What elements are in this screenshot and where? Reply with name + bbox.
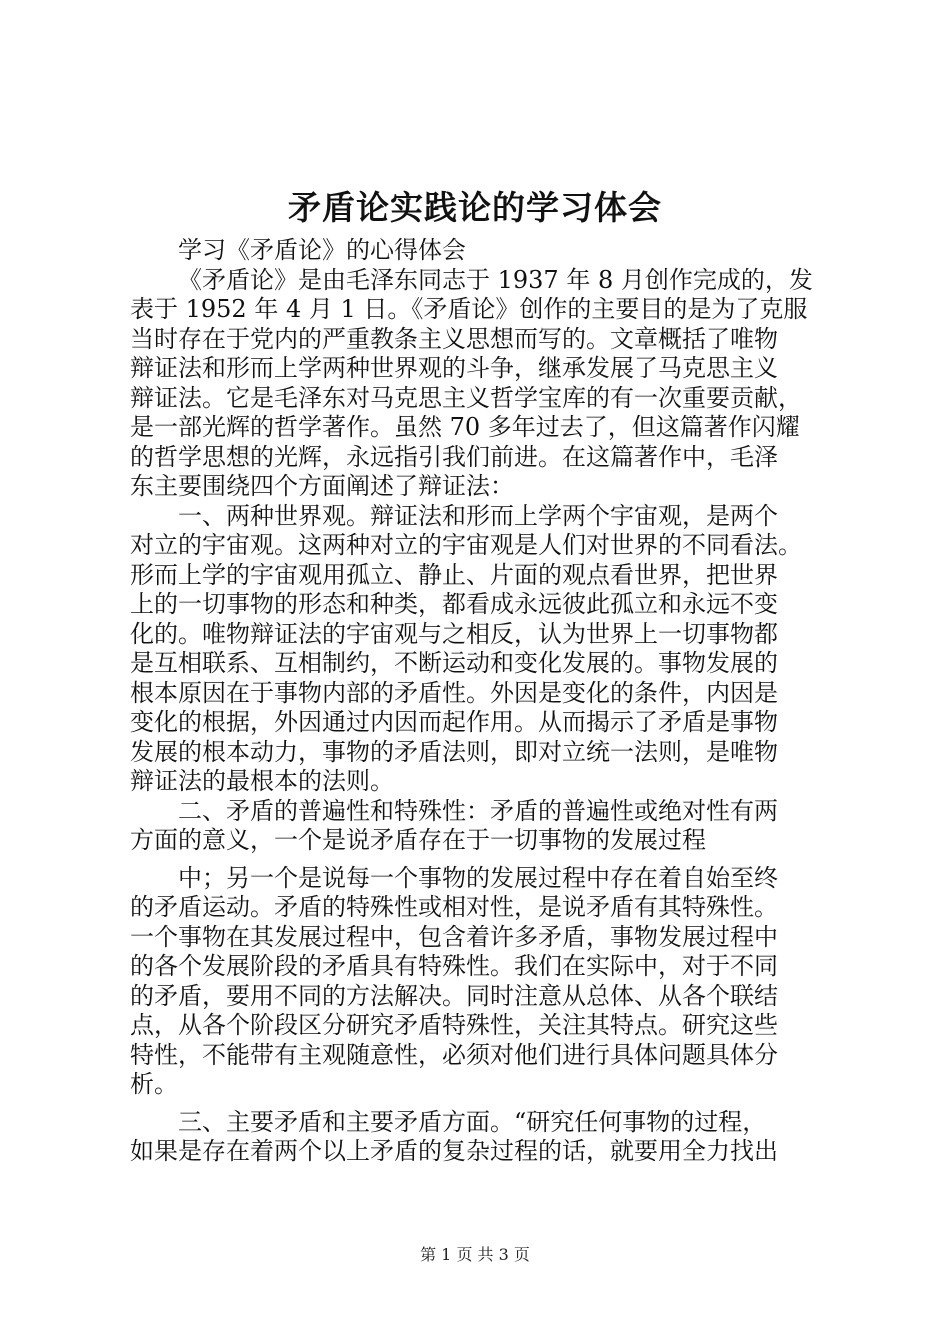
text-line: 三、主要矛盾和主要矛盾方面。“研究任何事物的过程， (178, 1107, 767, 1136)
text-line: 的哲学思想的光辉，永远指引我们前进。在这篇著作中，毛泽 (130, 442, 778, 471)
text-line: 点，从各个阶段区分研究矛盾特殊性，关注其特点。研究这些 (130, 1011, 778, 1039)
text-line: 上的一切事物的形态和种类，都看成永远彼此孤立和永远不变 (130, 590, 778, 618)
page-footer: 第 1 页 共 3 页 (420, 1245, 530, 1264)
text-line: 一个事物在其发展过程中，包含着许多矛盾，事物发展过程中 (130, 922, 778, 951)
text-line: 表于 1952 年 4 月 1 日。《矛盾论》创作的主要目的是为了克服 (130, 295, 808, 323)
text-line: 发展的根本动力，事物的矛盾法则，即对立统一法则，是唯物 (130, 737, 778, 766)
text-line: 当时存在于党内的严重教条主义思想而写的。文章概括了唯物 (130, 324, 778, 353)
text-line: 的矛盾运动。矛盾的特殊性或相对性，是说矛盾有其特殊性。 (130, 893, 778, 921)
text-line: 《矛盾论》是由毛泽东同志于 1937 年 8 月创作完成的，发 (178, 265, 813, 294)
text-line: 化的。唯物辩证法的宇宙观与之相反，认为世界上一切事物都 (130, 619, 778, 648)
text-line: 辩证法的最根本的法则。 (130, 767, 394, 795)
text-line: 形而上学的宇宙观用孤立、静止、片面的观点看世界，把世界 (130, 560, 778, 589)
text-line: 是一部光辉的哲学著作。虽然 70 多年过去了，但这篇著作闪耀 (130, 413, 800, 441)
text-line: 根本原因在于事物内部的矛盾性。外因是变化的条件，内因是 (130, 678, 778, 707)
text-line: 如果是存在着两个以上矛盾的复杂过程的话，就要用全力找出 (130, 1137, 778, 1165)
document-body (130, 236, 835, 1167)
text-line: 中；另一个是说每一个事物的发展过程中存在着自始至终 (178, 863, 778, 892)
text-line: 的各个发展阶段的矛盾具有特殊性。我们在实际中，对于不同 (130, 952, 778, 980)
text-line: 变化的根据，外因通过内因而起作用。从而揭示了矛盾是事物 (130, 708, 778, 736)
text-line: 对立的宇宙观。这两种对立的宇宙观是人们对世界的不同看法。 (130, 531, 802, 559)
text-line: 是互相联系、互相制约，不断运动和变化发展的。事物发展的 (130, 649, 778, 677)
text-line: 辩证法和形而上学两种世界观的斗争，继承发展了马克思主义 (130, 354, 778, 382)
text-line: 特性，不能带有主观随意性，必须对他们进行具体问题具体分 (130, 1040, 778, 1069)
document-title: 矛盾论实践论的学习体会 (288, 188, 662, 227)
text-line: 学习《矛盾论》的心得体会 (178, 236, 466, 264)
text-line: 辩证法。它是毛泽东对马克思主义哲学宝库的有一次重要贡献， (130, 383, 802, 412)
text-line: 析。 (130, 1070, 178, 1098)
text-line: 东主要围绕四个方面阐述了辩证法： (130, 472, 514, 500)
text-line: 方面的意义，一个是说矛盾存在于一切事物的发展过程 (130, 826, 706, 854)
text-line: 二、矛盾的普遍性和特殊性：矛盾的普遍性或绝对性有两 (178, 796, 778, 825)
text-line: 的矛盾，要用不同的方法解决。同时注意从总体、从各个联结 (130, 981, 778, 1010)
text-line: 一、两种世界观。辩证法和形而上学两个宇宙观，是两个 (178, 501, 778, 530)
